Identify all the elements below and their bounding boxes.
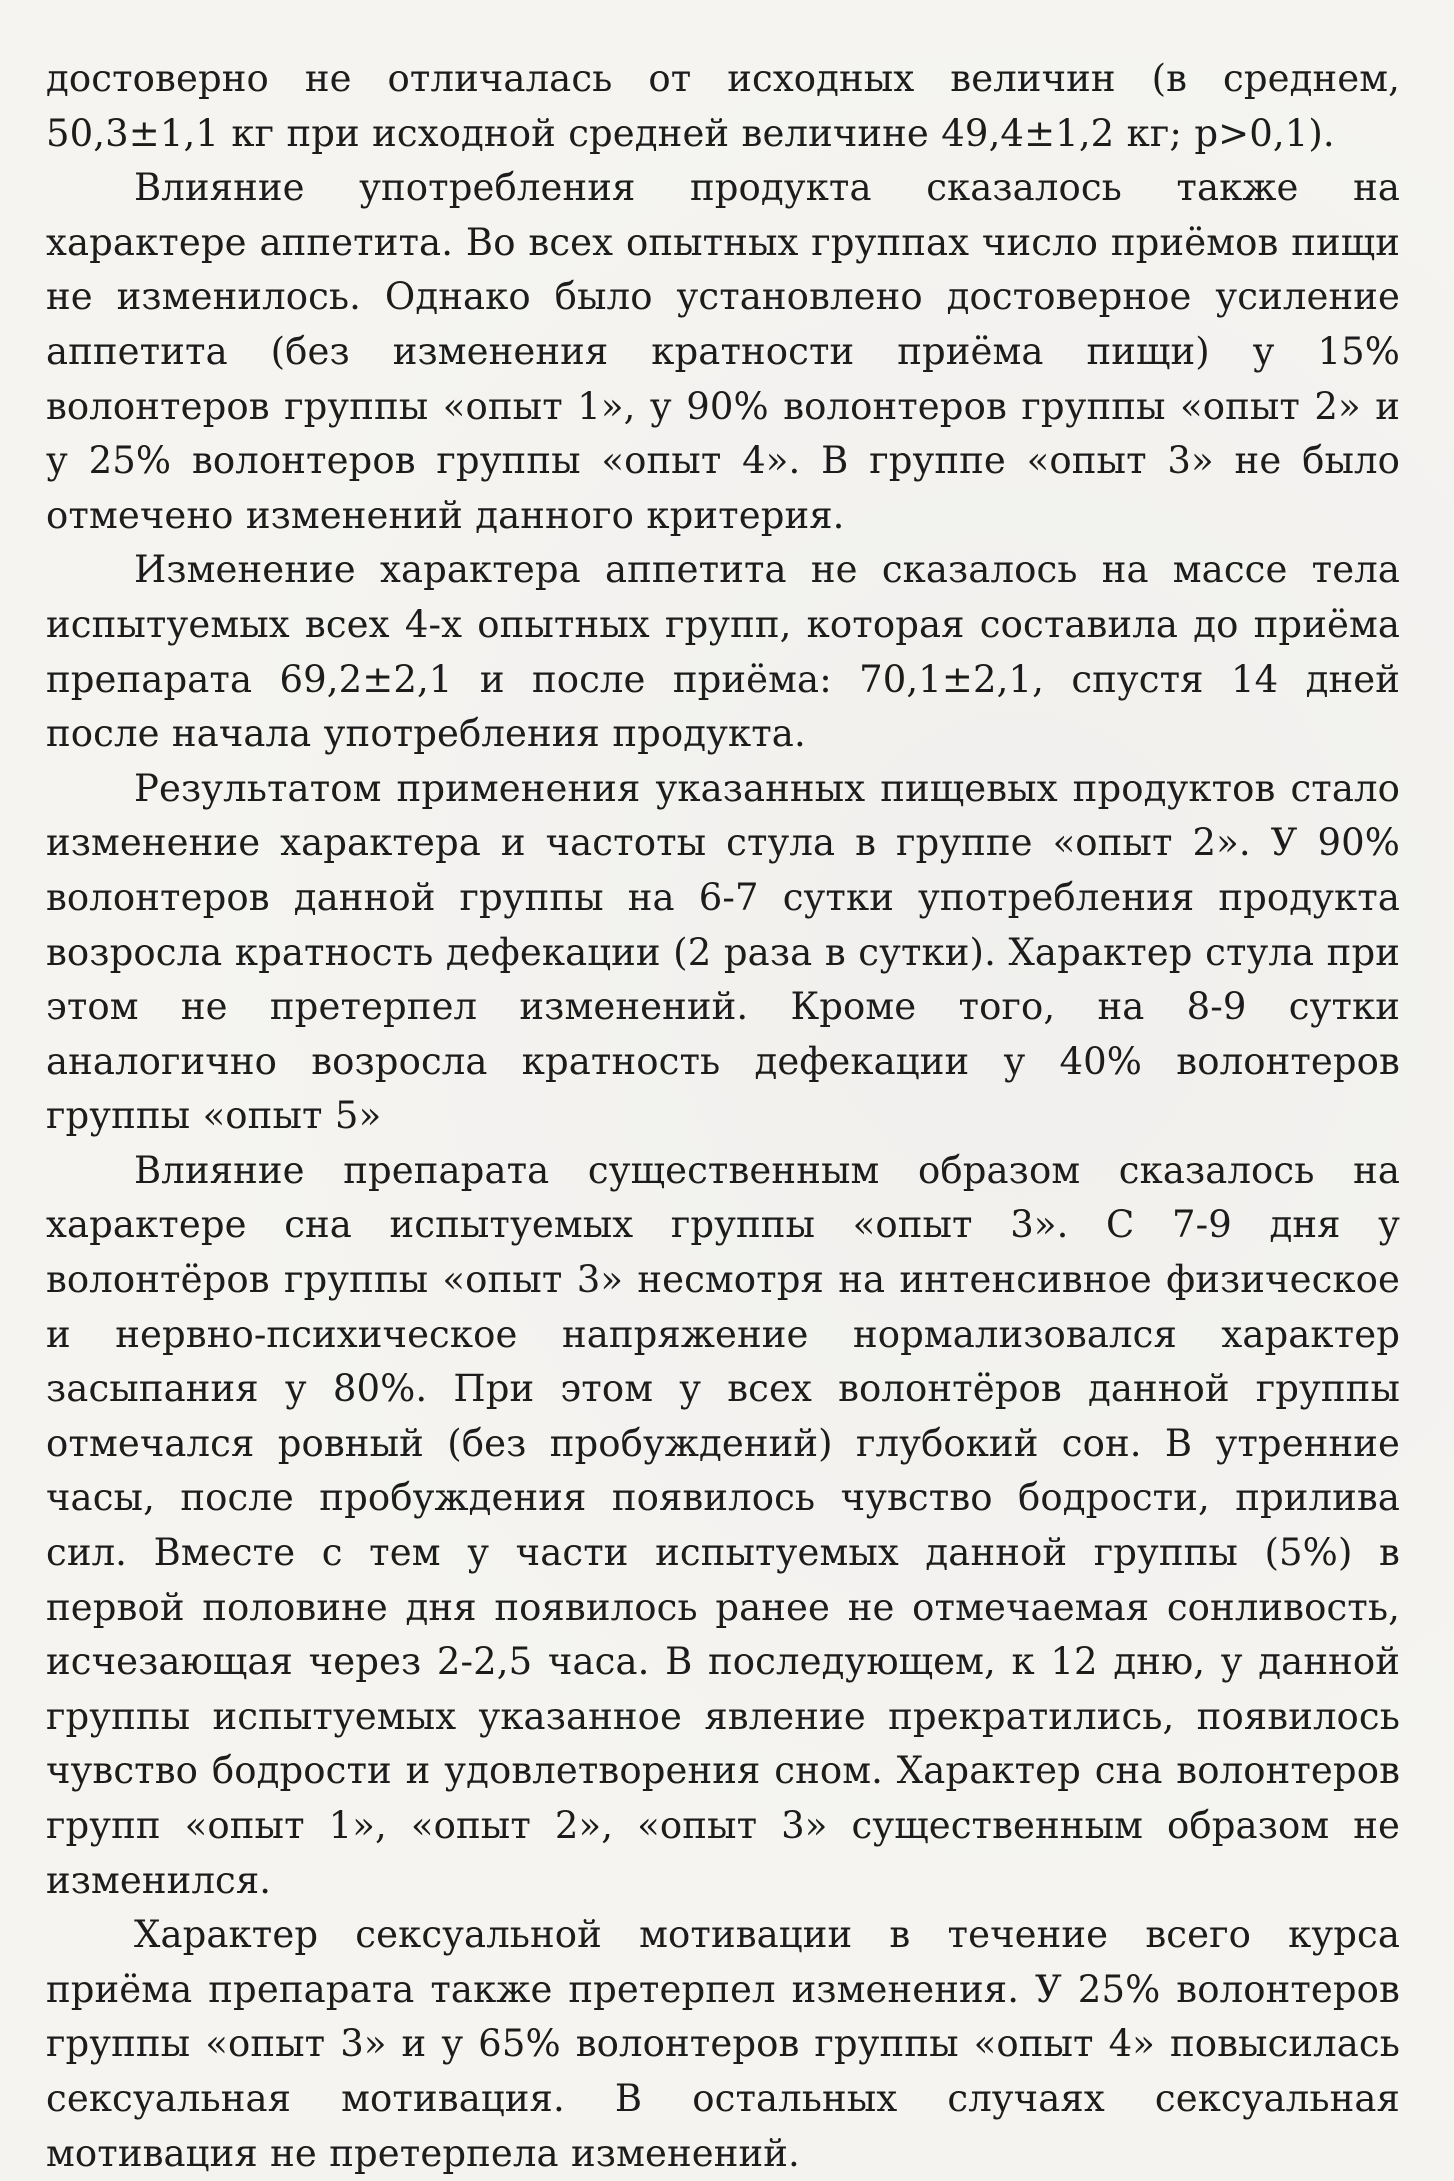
paragraph-body-mass: Изменение характера аппетита не сказалось на массе тела испытуемых всех 4-х опытных групп, которая составила до приёма препарата 69,2±2,1 и после приёма: 70,1±2,1, спустя 14 дней после начала употребления продукта.: [46, 548, 1400, 756]
body-text: [46, 52, 1400, 2181]
paragraph-appetite: Влияние употребления продукта сказалось также на характере аппетита. Во всех опытных группах число приёмов пищи не изменилось. Однако было установлено достоверное усиление аппетита (без изменения кратности приёма пищи) у 15% волонтеров группы «опыт 1», у 90% волонтеров группы «опыт 2» и у 25% волонтеров группы «опыт 4». В группе «опыт 3» не было отмечено изменений данного критерия.: [46, 166, 1400, 537]
paragraph-stool: Результатом применения указанных пищевых продуктов стало изменение характера и частоты стула в группе «опыт 2». У 90% волонтеров данной группы на 6-7 сутки употребления продукта возросла кратность дефекации (2 раза в сутки). Характер стула при этом не претерпел изменений. Кроме того, на 8-9 сутки аналогично возросла кратность дефекации у 40% волонтеров группы «опыт 5»: [46, 766, 1400, 1138]
paragraph-continuation: достоверно не отличалась от исходных величин (в среднем, 50,3±1,1 кг при исходной средней величине 49,4±1,2 кг; р>0,1).: [46, 57, 1400, 155]
paragraph-sleep: Влияние препарата существенным образом сказалось на характере сна испытуемых группы «опыт 3». С 7-9 дня у волонтёров группы «опыт 3» несмотря на интенсивное физическое и нервно-психическое напряжение нормализовался характер засыпания у 80%. При этом у всех волонтёров данной группы отмечался ровный (без пробуждений) глубокий сон. В утренние часы, после пробуждения появилось чувство бодрости, прилива сил. Вместе с тем у части испытуемых данной группы (5%) в первой половине дня появилось ранее не отмечаемая сонливость, исчезающая через 2-2,5 часа. В последующем, к 12 дню, у данной группы испытуемых указанное явление прекратились, появилось чувство бодрости и удовлетворения сном. Характер сна волонтеров групп «опыт 1», «опыт 2», «опыт 3» существенным образом не изменился.: [46, 1148, 1400, 1902]
paragraph-sexual-motivation: Характер сексуальной мотивации в течение всего курса приёма препарата также претерпел изменения. У 25% волонтеров группы «опыт 3» и у 65% волонтеров группы «опыт 4» повысилась сексуальная мотивация. В остальных случаях сексуальная мотивация не претерпела изменений.: [46, 1913, 1400, 2175]
